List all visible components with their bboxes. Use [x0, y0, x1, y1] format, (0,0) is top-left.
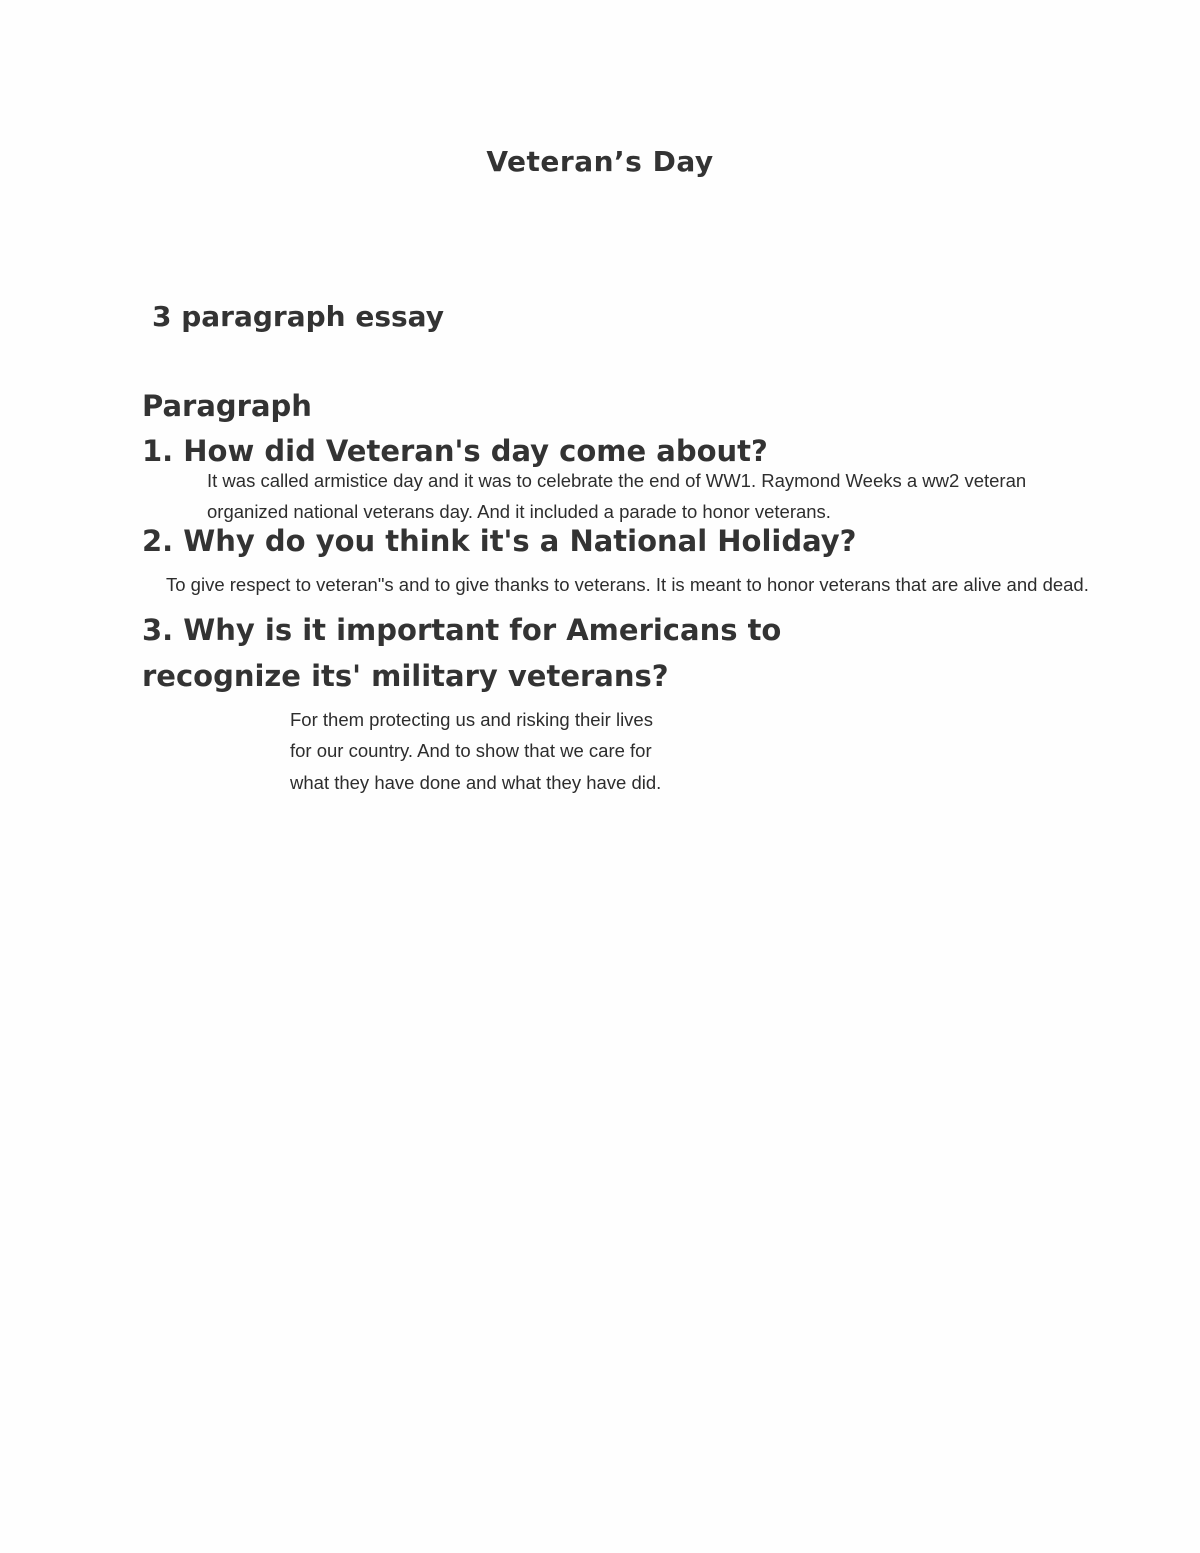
answer-1-line-2: organized national veterans day. And it included a parade to honor veterans. — [207, 501, 831, 522]
essay-subtitle: 3 paragraph essay — [152, 300, 444, 333]
answer-1-line-1: It was called armistice day and it was to celebrate the end of WW1. Raymond Weeks a ww2 veteran — [207, 470, 1027, 491]
answer-2-line-1: To give respect to veteran"s and to give thanks to veterans. It is meant to honor veterans that are alive and dead. — [166, 574, 1089, 595]
question-3-line-2: recognize its' military veterans? — [142, 659, 669, 693]
document-title: Veteran’s Day — [486, 145, 714, 178]
answer-3-line-3: what they have done and what they have did. — [290, 772, 662, 793]
question-1: 1. How did Veteran's day come about? — [142, 434, 768, 468]
question-3-line-1: 3. Why is it important for Americans to — [142, 613, 782, 647]
question-2: 2. Why do you think it's a National Holiday? — [142, 524, 857, 558]
answer-3-line-2: for our country. And to show that we care for — [290, 740, 652, 761]
answer-3-line-1: For them protecting us and risking their lives — [290, 709, 653, 730]
section-label: Paragraph — [142, 389, 312, 423]
